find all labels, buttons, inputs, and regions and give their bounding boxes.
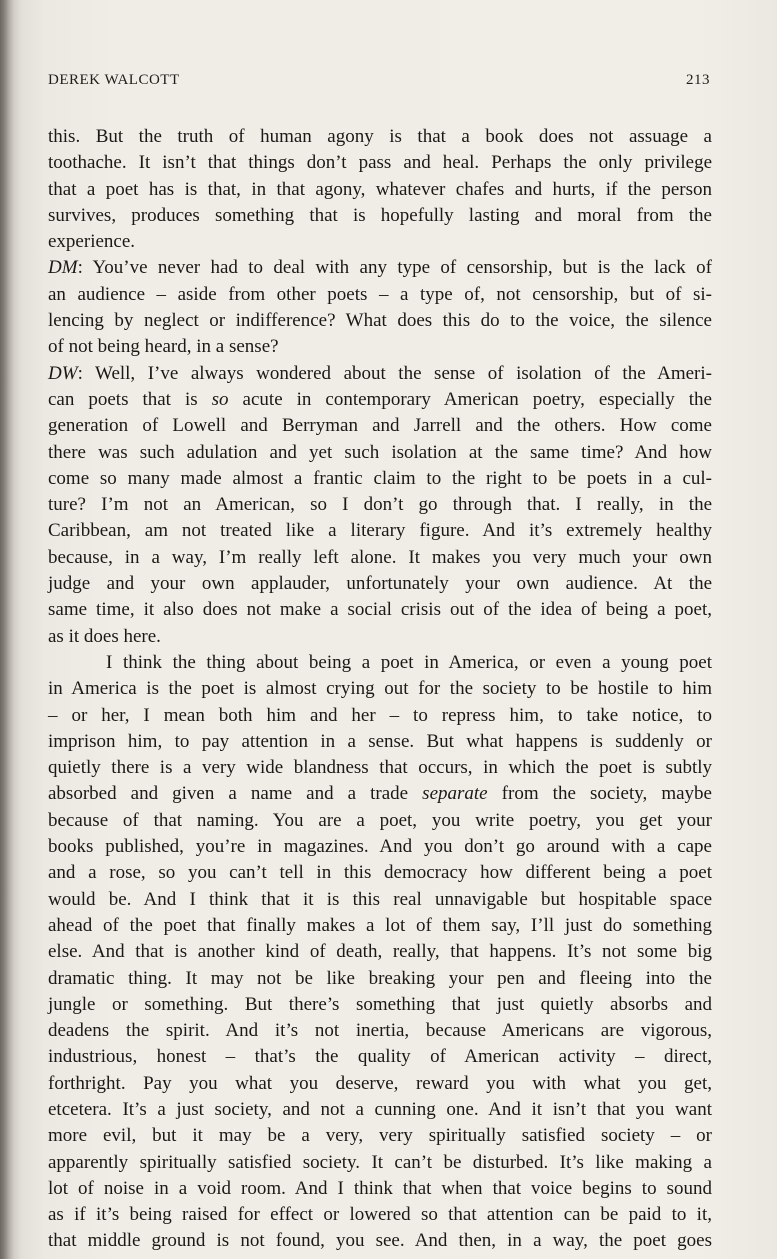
emphasis-text: so <box>211 388 229 410</box>
text-segment: because of that naming. You are a poet, you write poetry, you get your <box>48 809 712 831</box>
text-line <box>48 255 712 281</box>
text-line <box>48 1097 712 1123</box>
text-line <box>48 1123 712 1149</box>
text-line <box>48 676 712 702</box>
text-line <box>48 860 712 886</box>
text-line <box>48 413 712 439</box>
text-segment: same time, it also does not make a social crisis out of the idea of being a poet, <box>48 599 712 621</box>
text-segment: and a rose, so you can’t tell in this democracy how different being a poet <box>48 862 712 884</box>
text-segment: apparently spiritually satisfied society. It can’t be disturbed. It’s like making a <box>48 1151 712 1173</box>
text-segment: I think the thing about being a poet in America, or even a young poet <box>106 651 712 673</box>
text-line <box>48 177 712 203</box>
text-line <box>48 1150 712 1176</box>
page-number: 213 <box>686 72 710 88</box>
text-line <box>48 624 712 650</box>
text-line <box>48 308 712 334</box>
text-segment: generation of Lowell and Berryman and Jarrell and the others. How come <box>48 415 712 437</box>
text-segment: ahead of the poet that finally makes a lot of them say, I’ll just do something <box>48 914 712 936</box>
text-segment: acute in contemporary American poetry, especially the <box>228 388 712 410</box>
text-segment: an audience – aside from other poets – a type of, not censorship, but of si- <box>48 283 712 305</box>
text-segment: jungle or something. But there’s something that just quietly absorbs and <box>48 993 712 1015</box>
text-segment: because, in a way, I’m really left alone. It makes you very much your own <box>48 546 712 568</box>
text-line <box>48 966 712 992</box>
text-line <box>48 887 712 913</box>
text-line <box>48 913 712 939</box>
text-line <box>48 1176 712 1202</box>
text-line <box>48 571 712 597</box>
text-line <box>48 492 712 518</box>
text-segment: toothache. It isn’t that things don’t pass and heal. Perhaps the only privilege <box>48 152 712 174</box>
text-segment: quietly there is a very wide blandness that occurs, in which the poet is subtly <box>48 757 712 779</box>
running-head-author: DEREK WALCOTT <box>48 72 180 88</box>
emphasis-text: separate <box>422 783 488 805</box>
text-segment: that a poet has is that, in that agony, whatever chafes and hurts, if the person <box>48 178 712 200</box>
text-segment: ture? I’m not an American, so I don’t go through that. I really, in the <box>48 494 712 516</box>
text-line <box>48 834 712 860</box>
text-line <box>48 808 712 834</box>
text-segment: : You’ve never had to deal with any type of censorship, but is the lack of <box>77 257 712 279</box>
text-segment: deadens the spirit. And it’s not inertia, because Americans are vigorous, <box>48 1020 712 1042</box>
text-line <box>48 729 712 755</box>
text-segment: as it does here. <box>48 625 161 647</box>
text-segment: as if it’s being raised for effect or lowered so that attention can be paid to it, <box>48 1204 712 1226</box>
text-line <box>48 150 712 176</box>
text-segment: judge and your own applauder, unfortunately your own audience. At the <box>48 573 712 595</box>
text-line <box>48 334 712 360</box>
text-segment: books published, you’re in magazines. And you don’t go around with a cape <box>48 836 712 858</box>
text-segment: there was such adulation and yet such isolation at the same time? And how <box>48 441 712 463</box>
text-line <box>48 1071 712 1097</box>
text-segment: else. And that is another kind of death, really, that happens. It’s not some big <box>48 941 712 963</box>
text-segment: dramatic thing. It may not be like breaking your pen and fleeing into the <box>48 967 712 989</box>
text-line <box>48 387 712 413</box>
text-line <box>48 650 712 676</box>
text-segment: experience. <box>48 231 136 253</box>
text-segment: would be. And I think that it is this real unnavigable but hospitable space <box>48 888 712 910</box>
text-line <box>48 992 712 1018</box>
speaker-label: DW <box>48 362 78 384</box>
text-line <box>48 703 712 729</box>
text-segment: : Well, I’ve always wondered about the sense of isolation of the Ameri- <box>77 362 712 384</box>
text-line <box>48 466 712 492</box>
text-line <box>48 361 712 387</box>
text-segment: imprison him, to pay attention in a sense. But what happens is suddenly or <box>48 730 712 752</box>
spine-shadow <box>0 0 14 1259</box>
speaker-label: DM <box>48 257 78 279</box>
text-line <box>48 229 712 255</box>
text-segment: industrious, honest – that’s the quality of American activity – direct, <box>48 1046 712 1068</box>
text-segment: come so many made almost a frantic claim to the right to be poets in a cul- <box>48 467 712 489</box>
text-segment: forthright. Pay you what you deserve, reward you with what you get, <box>48 1072 712 1094</box>
text-line <box>48 1044 712 1070</box>
text-segment: in America is the poet is almost crying out for the society to be hostile to him <box>48 678 712 700</box>
text-segment: that middle ground is not found, you see. And then, in a way, the poet goes <box>48 1230 712 1252</box>
text-segment: this. But the truth of human agony is that a book does not assuage a <box>48 126 712 147</box>
text-line <box>48 124 712 150</box>
text-line <box>48 203 712 229</box>
text-segment: lot of noise in a void room. And I think that when that voice begins to sound <box>48 1177 712 1199</box>
text-segment: etcetera. It’s a just society, and not a cunning one. And it isn’t that you want <box>48 1098 712 1120</box>
text-line <box>48 597 712 623</box>
text-line <box>48 545 712 571</box>
text-line <box>48 1018 712 1044</box>
text-segment: survives, produces something that is hopefully lasting and moral from the <box>48 204 712 226</box>
text-segment: can poets that is <box>48 388 212 410</box>
text-segment: lencing by neglect or indifference? What does this do to the voice, the silence <box>48 310 712 332</box>
body-text <box>48 124 712 1255</box>
text-line <box>48 518 712 544</box>
text-line <box>48 755 712 781</box>
text-line <box>48 1202 712 1228</box>
text-segment: of not being heard, in a sense? <box>48 336 279 358</box>
text-segment: from the society, maybe <box>487 783 712 805</box>
text-segment: more evil, but it may be a very, very spiritually satisfied society – or <box>48 1125 712 1147</box>
text-line <box>48 440 712 466</box>
text-segment: absorbed and given a name and a trade <box>48 783 423 805</box>
text-line <box>48 939 712 965</box>
text-line <box>48 1228 712 1254</box>
text-segment: Caribbean, am not treated like a literary figure. And it’s extremely healthy <box>48 520 712 542</box>
text-segment: – or her, I mean both him and her – to repress him, to take notice, to <box>48 704 712 726</box>
text-line <box>48 282 712 308</box>
text-line <box>48 781 712 807</box>
